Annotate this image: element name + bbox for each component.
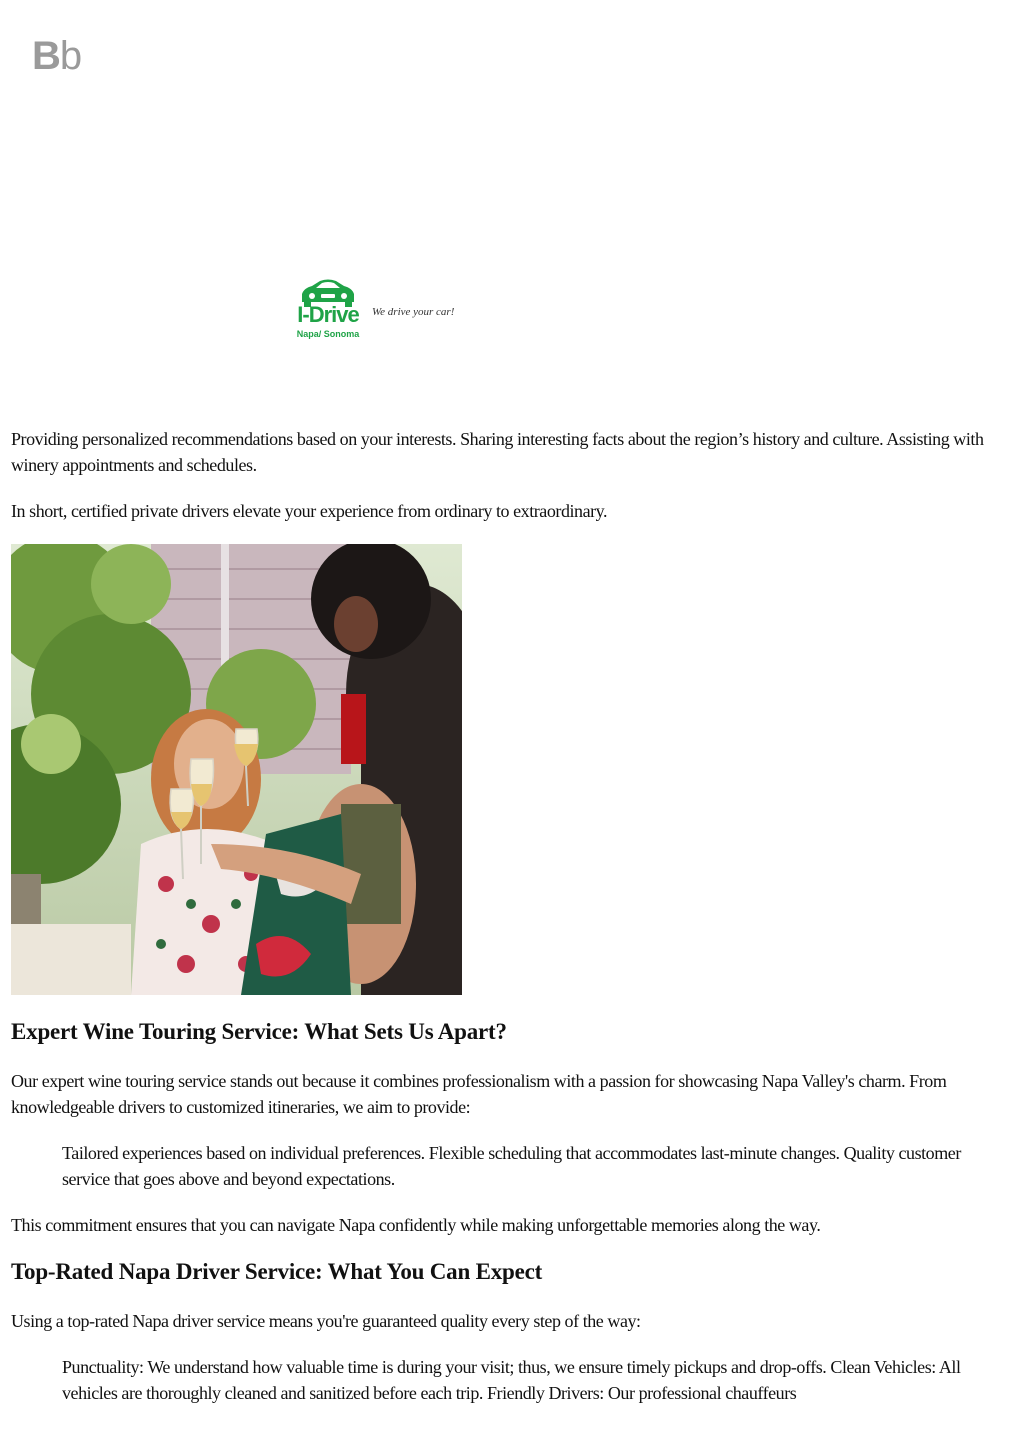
section1-body: Our expert wine touring service stands out because it combines professionalism with a passion for showcasing Napa Valley's charm. From knowledgeable drivers to customized itineraries, we aim to provide: — [11, 1071, 947, 1117]
section2-list: Punctuality: We understand how valuable time is during your visit; thus, we ensure timely pickups and drop-offs. Clean Vehicles: All vehicles are thoroughly cleaned and sanitized before each trip. Friendly Drivers: Our professional chauffeurs — [62, 1357, 961, 1403]
summary-paragraph: In short, certified private drivers elevate your experience from ordinary to extraordinary. — [11, 501, 608, 521]
site-logo-letter-bold: B — [32, 34, 60, 78]
brand-tagline: We drive your car! — [372, 306, 455, 318]
section1-heading: Expert Wine Touring Service: What Sets Us Apart? — [11, 1019, 507, 1044]
section2-body: Using a top-rated Napa driver service means you're guaranteed quality every step of the way: — [11, 1311, 641, 1331]
section1-closing: This commitment ensures that you can navigate Napa confidently while making unforgettable memories along the way. — [11, 1215, 821, 1235]
section2-heading: Top-Rated Napa Driver Service: What You Can Expect — [11, 1259, 543, 1284]
site-logo-letter-light: b — [59, 34, 82, 78]
brand-name: I-Drive — [297, 302, 359, 327]
intro-paragraph: Providing personalized recommendations based on your interests. Sharing interesting facts about the region’s history and culture. Assisting with winery appointments and schedules. — [11, 429, 984, 475]
brand-subtitle: Napa/ Sonoma — [296, 329, 360, 339]
wine-toast-photo — [11, 544, 462, 995]
brand-logo — [292, 278, 464, 342]
site-logo[interactable] — [32, 36, 81, 76]
section1-list: Tailored experiences based on individual preferences. Flexible scheduling that accommodates last-minute changes. Quality customer service that goes above and beyond expectations. — [62, 1143, 961, 1189]
article-body — [11, 426, 1011, 1426]
